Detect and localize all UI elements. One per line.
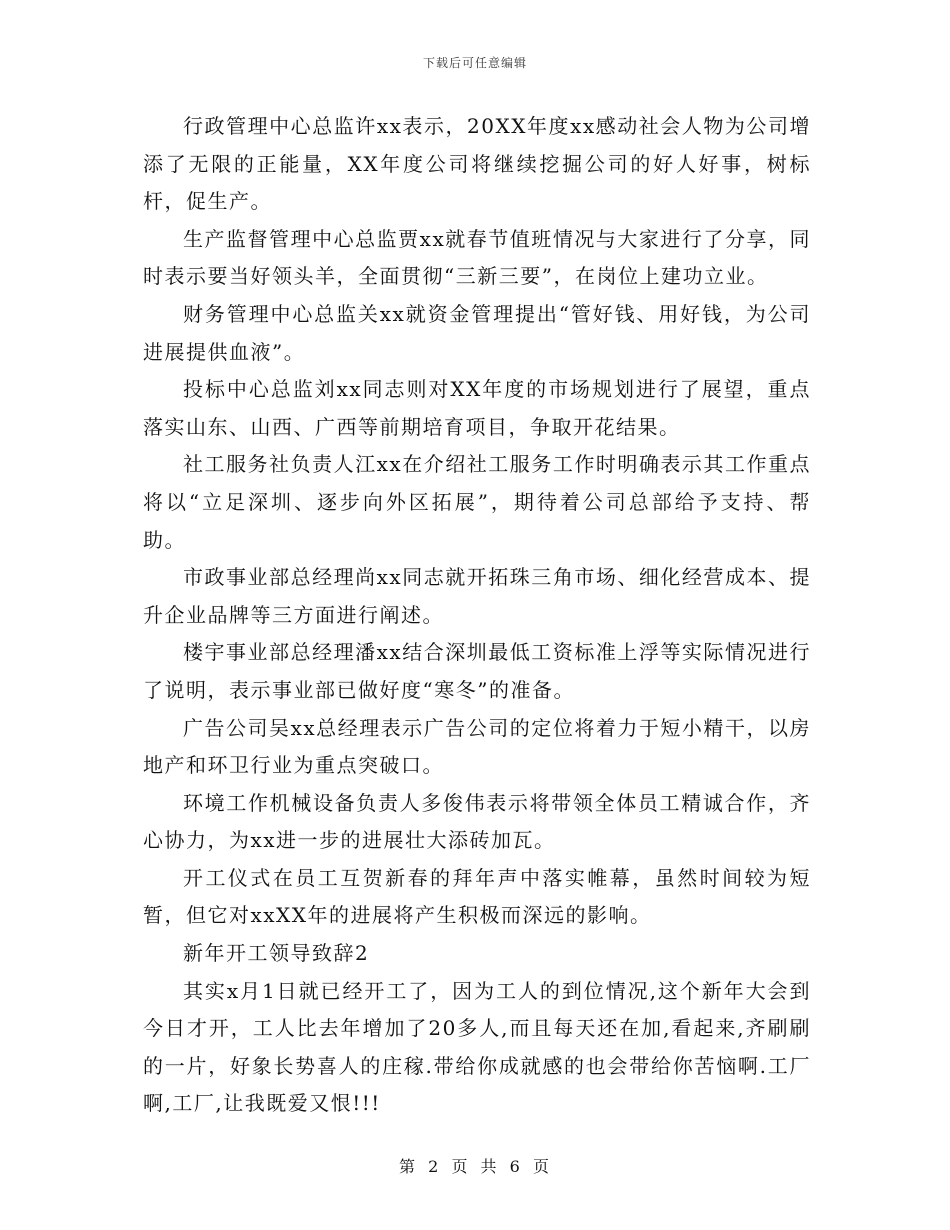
paragraph: 环境工作机械设备负责人多俊伟表示将带领全体员工精诚合作，齐心协力，为xx进一步的进展壮大添砖加瓦。 xyxy=(143,790,811,853)
page-header: 下载后可任意编辑 xyxy=(422,56,527,70)
paragraph: 投标中心总监刘xx同志则对XX年度的市场规划进行了展望，重点落实山东、山西、广西等前期培育项目，争取开花结果。 xyxy=(143,377,811,439)
section-heading: 新年开工领导致辞2 xyxy=(183,941,370,966)
footer-page-label: 页 xyxy=(451,1157,470,1176)
paragraph: 其实x月1日就已经开工了，因为工人的到位情况,这个新年大会到今日才开，工人比去年增加了20多人,而且每天还在加,看起来,齐刷刷的一片，好象长势喜人的庄稼.带给你成就感的也会带给你苦恼啊.工厂啊,工厂,让我既爱又恨!!! xyxy=(143,978,811,1116)
current-page-number: 2 xyxy=(428,1157,441,1176)
paragraph: 市政事业部总经理尚xx同志就开拓珠三角市场、细化经营成本、提升企业品牌等三方面进行阐述。 xyxy=(143,565,811,627)
paragraph: 生产监督管理中心总监贾xx就春节值班情况与大家进行了分享，同时表示要当好领头羊，全面贯彻“三新三要”，在岗位上建功立业。 xyxy=(143,226,811,289)
page-footer xyxy=(0,1154,950,1177)
paragraph: 财务管理中心总监关xx就资金管理提出“管好钱、用好钱，为公司进展提供血液”。 xyxy=(143,301,811,364)
paragraph: 开工仪式在员工互贺新春的拜年声中落实帷幕，虽然时间较为短暂，但它对xxXX年的进展将产生积极而深远的影响。 xyxy=(143,865,811,928)
footer-total-prefix: 共 xyxy=(480,1157,499,1176)
footer-prefix: 第 xyxy=(399,1157,418,1176)
paragraph: 广告公司吴xx总经理表示广告公司的定位将着力于短小精干，以房地产和环卫行业为重点突破口。 xyxy=(143,715,811,778)
document-body xyxy=(143,108,811,1123)
total-page-number: 6 xyxy=(509,1157,522,1176)
footer-total-label: 页 xyxy=(532,1157,551,1176)
paragraph: 楼宇事业部总经理潘xx结合深圳最低工资标准上浮等实际情况进行了说明，表示事业部已做好度“寒冬”的准备。 xyxy=(143,640,811,702)
paragraph: 社工服务社负责人江xx在介绍社工服务工作时明确表示其工作重点将以“立足深圳、逐步向外区拓展”，期待着公司总部给予支持、帮助。 xyxy=(143,452,811,552)
paragraph: 行政管理中心总监许xx表示，20XX年度xx感动社会人物为公司增添了无限的正能量，XX年度公司将继续挖掘公司的好人好事，树标杆，促生产。 xyxy=(143,114,811,214)
